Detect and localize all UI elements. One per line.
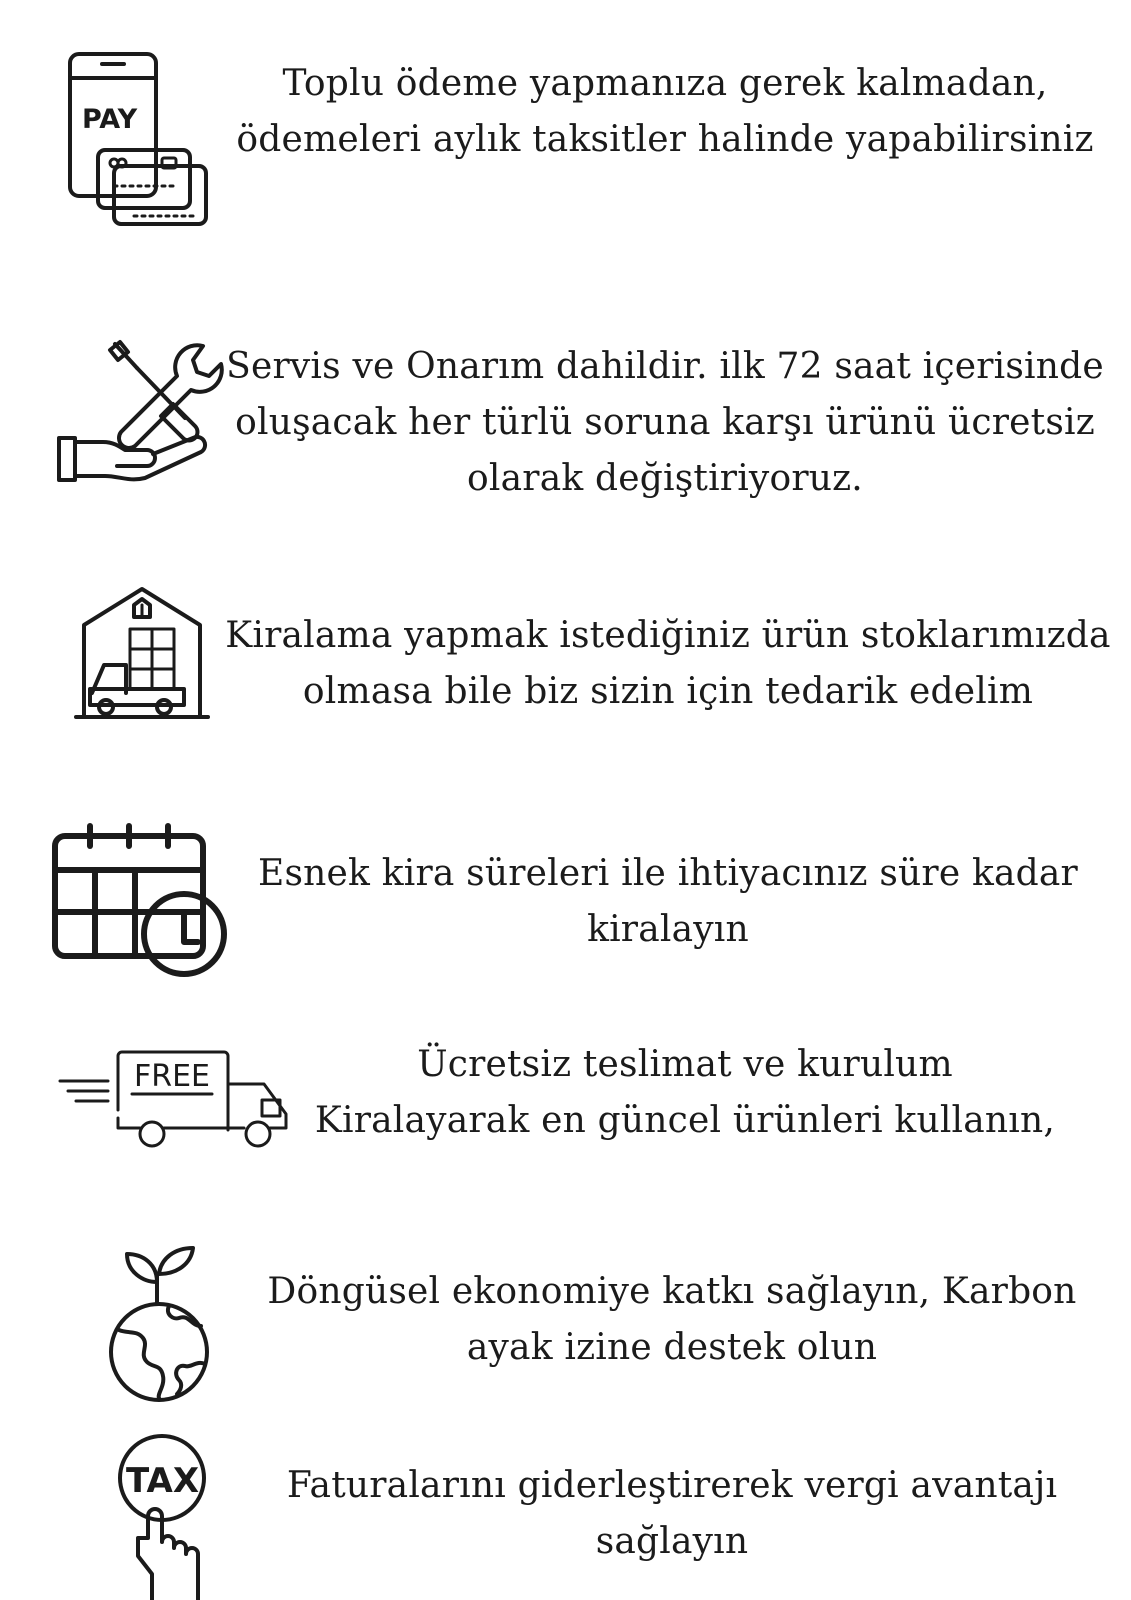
feature-line: sağlayın <box>595 1521 749 1562</box>
feature-text <box>218 608 1118 720</box>
warehouse-truck-icon <box>72 585 212 725</box>
feature-text <box>228 846 1108 958</box>
feature-line: Servis ve Onarım dahildir. ilk 72 saat içerisinde <box>226 346 1104 387</box>
tools-hand-icon <box>55 338 225 498</box>
feature-line: Ücretsiz teslimat ve kurulum <box>417 1044 953 1085</box>
feature-line: Toplu ödeme yapmanıza gerek kalmadan, <box>282 63 1048 104</box>
calendar-clock-icon <box>50 822 230 982</box>
feature-line: Kiralayarak en güncel ürünleri kullanın, <box>314 1100 1056 1141</box>
svg-text:PAY: PAY <box>82 104 138 135</box>
feature-line: olmasa bile biz sizin için tedarik edelim <box>302 671 1034 712</box>
tax-button-icon <box>110 1432 220 1600</box>
pay-phone-card-icon <box>62 48 222 238</box>
feature-line: Kiralama yapmak istediğiniz ürün stoklarımızda <box>225 615 1111 656</box>
feature-text <box>225 339 1105 507</box>
feature-line: ödemeleri aylık taksitler halinde yapabilirsiniz <box>236 119 1094 160</box>
feature-line: Döngüsel ekonomiye katkı sağlayın, Karbon <box>267 1271 1077 1312</box>
feature-text <box>222 1458 1122 1570</box>
feature-line: Faturalarını giderleştirerek vergi avantajı <box>286 1465 1058 1506</box>
feature-line: Esnek kira süreleri ile ihtiyacınız süre kadar <box>258 853 1078 894</box>
svg-text:TAX: TAX <box>126 1461 200 1501</box>
globe-sprout-icon <box>105 1244 215 1404</box>
svg-text:FREE: FREE <box>134 1059 211 1094</box>
feature-line: kiralayın <box>587 909 749 950</box>
feature-text <box>240 1037 1130 1149</box>
feature-text <box>225 56 1105 168</box>
feature-line: olarak değiştiriyoruz. <box>467 458 863 499</box>
feature-line: ayak izine destek olun <box>466 1327 878 1368</box>
feature-text <box>222 1264 1122 1376</box>
feature-line: oluşacak her türlü soruna karşı ürünü ücretsiz <box>235 402 1095 443</box>
